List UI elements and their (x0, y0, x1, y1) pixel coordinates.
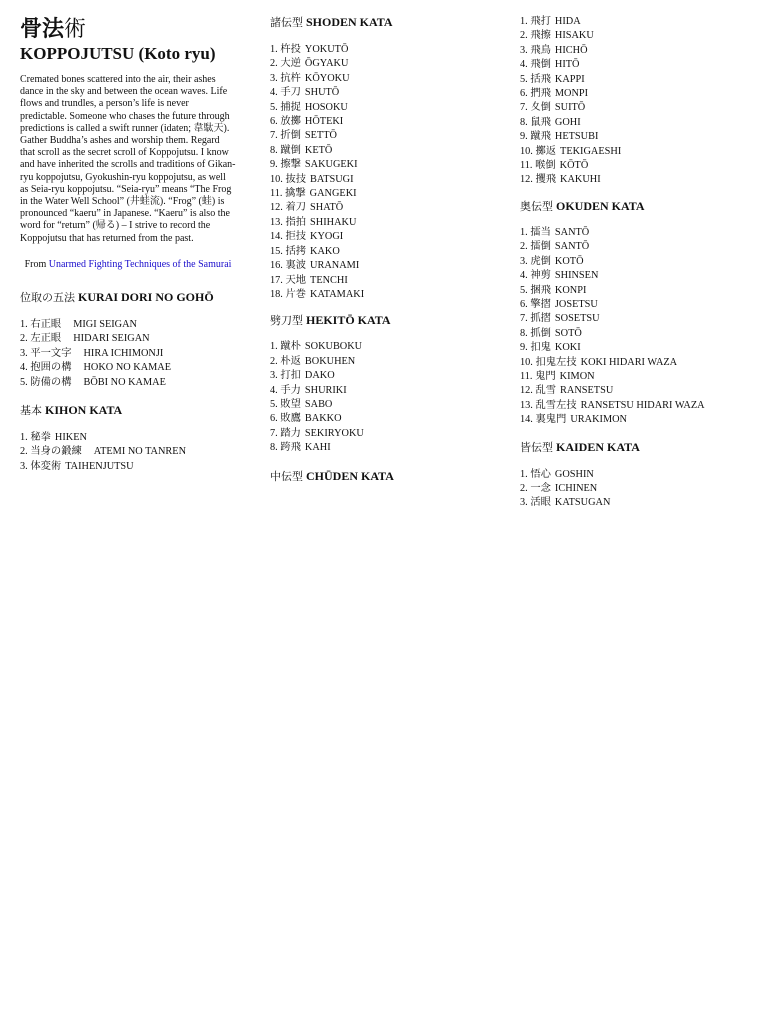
column-middle (270, 0, 500, 485)
list-item: 2. 一念 ICHINEN (520, 482, 598, 494)
list-chuden (520, 15, 760, 188)
section-jp-okuden: 奥伝型 (520, 200, 553, 213)
column-right (520, 0, 760, 511)
list-item: 9. 擦撃 SAKUGEKI (270, 159, 358, 171)
list-item: 6. 擎摺 JOSETSU (520, 298, 598, 310)
list-item: 8. 抓倒 SOTŌ (520, 327, 582, 339)
column-left (20, 0, 236, 474)
list-item: 2. 飛擦 HISAKU (520, 30, 594, 42)
section-heading-kihon (20, 402, 236, 419)
section-en-okuden: OKUDEN KATA (556, 198, 645, 213)
list-item: 4. 手刀 SHUTŌ (270, 87, 340, 99)
list-item: 6. 放擲 HŌTEKI (270, 116, 344, 128)
list-item: 1. 悟心 GOSHIN (520, 468, 594, 480)
list-item: 12. 攫飛 KAKUHI (520, 174, 601, 186)
list-item: 2. 左正眼 HIDARI SEIGAN (20, 333, 150, 345)
list-item: 11. 鬼門 KIMON (520, 370, 595, 382)
list-item: 2. 朴返 BOKUHEN (270, 355, 356, 367)
list-kaiden (520, 468, 760, 511)
section-en-chuden: CHŪDEN KATA (306, 468, 394, 483)
section-heading-okuden (520, 198, 760, 215)
list-item: 4. 手力 SHURIKI (270, 384, 347, 396)
section-jp-chuden: 中伝型 (270, 470, 303, 483)
list-item: 5. 敗望 SABO (270, 398, 333, 410)
list-item: 7. 折倒 SETTŌ (270, 130, 337, 142)
list-item: 2. 擂倒 SANTŌ (520, 241, 590, 253)
list-item: 9. 扣鬼 KOKI (520, 342, 581, 354)
list-item: 5. 括飛 KAPPI (520, 73, 585, 85)
section-en-hekito: HEKITŌ KATA (306, 313, 391, 328)
list-item: 15. 括拷 KAKO (270, 245, 340, 257)
list-item: 3. 飛鳥 HICHŌ (520, 44, 588, 56)
list-item: 11. 擒撃 GANGEKI (270, 188, 357, 200)
list-item: 18. 片巻 KATAMAKI (270, 288, 365, 300)
section-en-kihon: KIHON KATA (45, 403, 123, 418)
section-heading-chuden (270, 468, 500, 485)
title-jp-bold: 骨法 (20, 16, 65, 41)
list-item: 9. 蹴飛 HETSUBI (520, 131, 599, 143)
list-kurai (20, 318, 236, 390)
list-item: 1. 杵投 YOKUTŌ (270, 44, 349, 55)
list-item: 8. 鼠飛 GOHI (520, 116, 581, 128)
list-item: 3. 平一文字 HIRA ICHIMONJI (20, 347, 164, 359)
list-item: 2. 当身の鍛練 ATEMI NO TANREN (20, 446, 187, 458)
list-item: 5. 捆飛 KONPI (520, 284, 587, 296)
source-prefix: From (24, 258, 47, 270)
section-en-kaiden: KAIDEN KATA (556, 439, 640, 454)
section-en-shoden: SHODEN KATA (306, 15, 393, 29)
section-jp-shoden: 諸伝型 (270, 17, 303, 29)
list-okuden (520, 226, 760, 428)
list-item: 4. 抱囲の構 HOKO NO KAMAE (20, 362, 172, 374)
list-item: 7. 夊倒 SUITŌ (520, 102, 586, 114)
list-item: 3. 虎倒 KOTŌ (520, 255, 584, 267)
list-item: 12. 乱雪 RANSETSU (520, 385, 614, 397)
list-kihon (20, 431, 236, 474)
section-heading-hekito (270, 312, 500, 329)
list-item: 11. 喉倒 KŌTŌ (520, 160, 589, 172)
list-item: 1. 蹴朴 SOKUBOKU (270, 341, 363, 353)
intro-paragraph: Cremated bones scattered into the air, their ashes dance in the sky and between the ocean waves. Life flows and trundles, a person’s life is never predictable. Someone who chases the future through predictions is called a swift runner (idaten; 韋駄天). Gather Buddha’s ashes and worship them. Regard that scroll as the secret scroll of Koppojutsu. I know and have inherited the scrolls and traditions of Gikan-ryu koppojutsu, Gyokushin-ryu koppojutsu, as well as Seia-ryu koppojutsu. “Seia-ryu” means “The Frog in the Water Well School” (井蛙流). “Frog” (蛙) is pronounced “kaeru” in Japanese. “Kaeru” is also the word for “return” (帰る) – I strive to record the Koppojutsu that has returned from the past. (20, 74, 236, 244)
list-item: 5. 捕捉 HOSOKU (270, 101, 348, 113)
section-jp-kaiden: 皆伝型 (520, 441, 553, 454)
list-item: 8. 跨飛 KAHI (270, 442, 331, 454)
list-shoden (270, 43, 500, 302)
title-jp-light: 術 (64, 16, 87, 41)
source-citation (20, 259, 236, 271)
list-item: 1. 擂当 SANTŌ (520, 226, 590, 238)
list-item: 2. 大逆 ŌGYAKU (270, 58, 349, 70)
list-item: 13. 指拍 SHIHAKU (270, 216, 357, 228)
source-link[interactable]: Unarmed Fighting Techniques of the Samurai (48, 258, 232, 270)
page-title-japanese (20, 16, 236, 42)
list-item: 3. 活眼 KATSUGAN (520, 497, 611, 509)
list-item: 1. 飛打 HIDA (520, 16, 581, 27)
list-item: 4. 飛倒 HITŌ (520, 59, 580, 71)
list-item: 3. 抗杵 KŌYOKU (270, 72, 350, 84)
list-item: 7. 抓摺 SOSETSU (520, 313, 600, 325)
list-item: 16. 裏波 URANAMI (270, 260, 360, 272)
list-item: 4. 神剪 SHINSEN (520, 270, 599, 282)
list-item: 12. 着刀 SHATŌ (270, 202, 344, 214)
list-item: 1. 右正眼 MIGI SEIGAN (20, 319, 137, 331)
list-item: 17. 天地 TENCHI (270, 274, 348, 286)
list-item: 13. 乱雪左技 RANSETSU HIDARI WAZA (520, 399, 705, 411)
list-item: 1. 秘拳 HIKEN (20, 432, 87, 444)
list-item: 10. 擲返 TEKIGAESHI (520, 145, 622, 157)
list-item: 10. 抜技 BATSUGI (270, 173, 354, 185)
list-item: 5. 防備の構 BŌBI NO KAMAE (20, 376, 166, 388)
list-item: 6. 敗鷹 BAKKO (270, 413, 342, 425)
section-heading-kurai (20, 289, 236, 306)
list-item: 3. 打扣 DAKO (270, 370, 335, 382)
list-hekito (270, 340, 500, 455)
list-item: 7. 踏力 SEKIRYOKU (270, 427, 364, 439)
list-item: 14. 拒技 KYOGI (270, 231, 344, 243)
section-en-kurai: KURAI DORI NO GOHŌ (78, 290, 214, 305)
section-heading-shoden (270, 14, 500, 31)
list-item: 6. 捫飛 MONPI (520, 88, 589, 100)
section-heading-kaiden (520, 439, 760, 456)
list-item: 14. 裏鬼門 URAKIMON (520, 414, 627, 426)
section-jp-kurai: 位取の五法 (20, 292, 75, 305)
list-item: 10. 扣鬼左技 KOKI HIDARI WAZA (520, 356, 678, 368)
list-item: 8. 蹴倒 KETŌ (270, 144, 333, 156)
list-item: 3. 体変術 TAIHENJUTSU (20, 460, 134, 472)
section-jp-hekito: 劈刀型 (270, 315, 303, 328)
section-jp-kihon: 基本 (20, 405, 42, 418)
page-title: KOPPOJUTSU (Koto ryu) (20, 44, 216, 63)
